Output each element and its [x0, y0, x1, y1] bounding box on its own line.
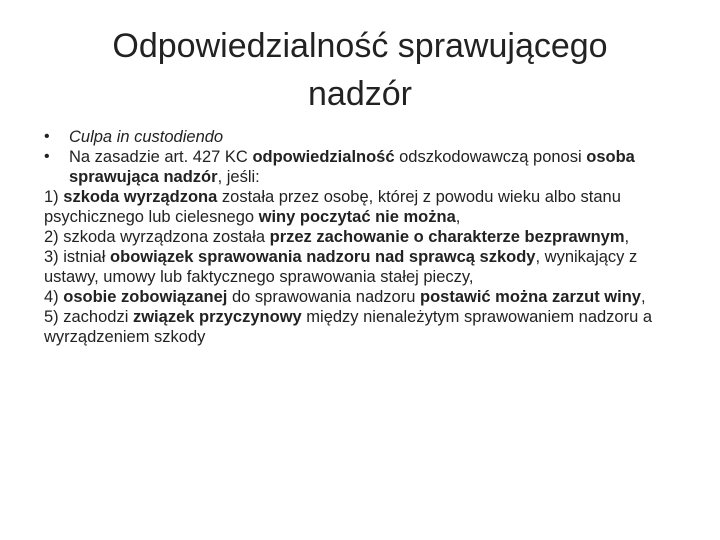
point-1-bold-1: szkoda wyrządzona — [63, 188, 218, 206]
point-1-bold-2: winy poczytać nie można — [258, 208, 456, 226]
bullet-art-427 — [44, 147, 694, 187]
slide-title — [60, 22, 660, 118]
point-3-bold-1: obowiązek sprawowania nadzoru nad sprawcą szkody — [110, 248, 536, 266]
point-1 — [44, 187, 694, 227]
point-3-text-2: , wynikający z ustawy, umowy lub faktycznego sprawowania stałej pieczy, — [44, 248, 638, 286]
bullet-art-427-bold-2: osoba sprawująca nadzór — [69, 148, 635, 186]
point-3 — [44, 247, 694, 287]
point-2-bold-1: przez zachowanie o charakterze bezprawnym — [269, 228, 625, 246]
point-3-text-1: 3) istniał — [44, 248, 111, 266]
point-1-text-2: została przez osobę, której z powodu wieku albo stanu psychicznego lub cielesnego — [44, 188, 621, 226]
point-4-bold-1: osobie zobowiązanej — [63, 288, 228, 306]
point-1-text-3: , — [455, 208, 461, 226]
point-2-text-1: 2) szkoda wyrządzona została — [44, 228, 270, 246]
bullet-art-427-text-2: odszkodowawczą ponosi — [394, 148, 587, 166]
point-5-text-2: między nienależytym sprawowaniem nadzoru a wyrządzeniem szkody — [44, 308, 653, 346]
point-2-text-2: , — [624, 228, 630, 246]
point-5 — [44, 307, 694, 347]
point-4 — [44, 287, 694, 307]
bullet-culpa — [44, 127, 694, 147]
point-4-bold-2: postawić można zarzut winy — [420, 288, 641, 306]
point-5-text-1: 5) zachodzi — [44, 308, 133, 326]
slide-body — [44, 127, 694, 347]
point-4-text-1: 4) — [44, 288, 64, 306]
point-4-text-2: do sprawowania nadzoru — [227, 288, 420, 306]
point-1-text-1: 1) — [44, 188, 64, 206]
bullet-art-427-text-3: , jeśli: — [217, 168, 260, 186]
bullet-culpa-text: Culpa in custodiendo — [69, 128, 224, 146]
point-2 — [44, 227, 694, 247]
point-4-text-3: , — [640, 288, 646, 306]
title-line-1: Odpowiedzialność sprawującego — [112, 27, 608, 65]
point-5-bold-1: związek przyczynowy — [132, 308, 302, 326]
title-line-2: nadzór — [308, 75, 412, 113]
bullet-art-427-text-1: Na zasadzie art. 427 KC — [69, 148, 253, 166]
bullet-art-427-bold-1: odpowiedzialność — [252, 148, 395, 166]
